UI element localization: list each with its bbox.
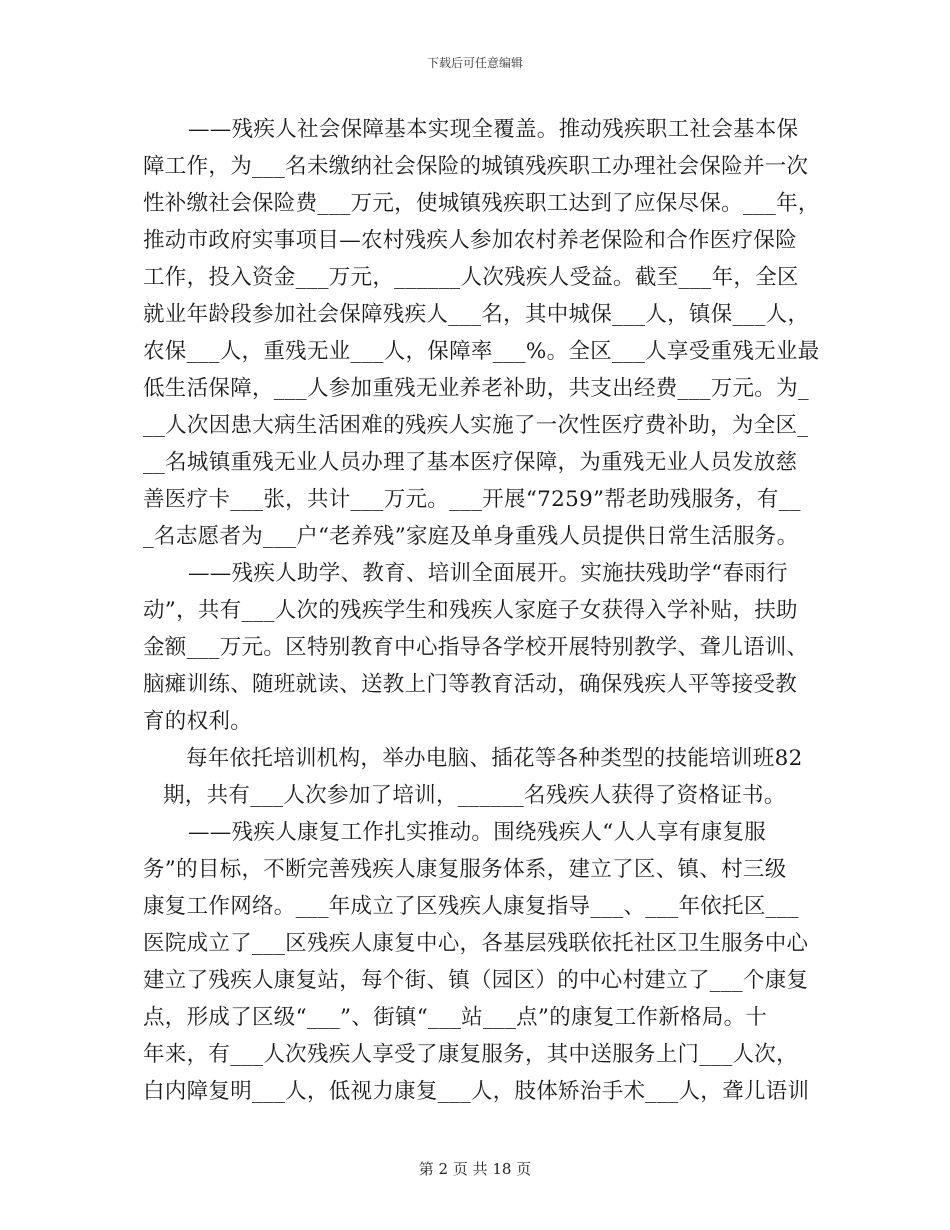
text-line: ——残疾人助学、教育、培训全面展开。实施扶残助学“春雨行 — [188, 561, 788, 586]
text-line: 障工作，为___名未缴纳社会保险的城镇残疾职工办理社会保险并一次 — [143, 154, 809, 179]
page-header: 下载后可任意编辑 — [426, 56, 523, 70]
text-line: 动”，共有___人次的残疾学生和残疾人家庭子女获得入学补贴，扶助 — [143, 598, 798, 623]
text-line: ——残疾人社会保障基本实现全覆盖。推动残疾职工社会基本保 — [188, 117, 799, 142]
text-line: 白内障复明___人，低视力康复___人，肢体矫治手术___人，聋儿语训 — [143, 1079, 810, 1104]
text-line: 金额___万元。区特别教育中心指导各学校开展特别教学、聋儿语训、 — [143, 635, 809, 660]
text-line: 就业年龄段参加社会保障残疾人___名，其中城保___人，镇保___人， — [143, 302, 810, 327]
text-line: 育的权利。 — [143, 709, 253, 734]
text-line: 医院成立了___区残疾人康复中心，各基层残联依托社区卫生服务中心 — [143, 931, 809, 956]
text-line: 工作，投入资金___万元，______人次残疾人受益。截至___年，全区 — [143, 265, 799, 290]
text-line: 年来，有___人次残疾人享受了康复服务，其中送服务上门___人次， — [143, 1042, 798, 1067]
text-line: __人次因患大病生活困难的残疾人实施了一次性医疗费补助，为全区_ — [143, 413, 809, 438]
text-line: 每年依托培训机构，举办电脑、插花等各种类型的技能培训班82 — [186, 746, 803, 771]
text-line: 建立了残疾人康复站，每个街、镇（园区）的中心村建立了___个康复 — [143, 968, 809, 993]
text-line: 性补缴社会保险费___万元，使城镇残疾职工达到了应保尽保。___年， — [143, 191, 820, 216]
text-line: 农保___人，重残无业___人，保障率___%。全区___人享受重残无业最 — [143, 339, 820, 364]
text-line: ——残疾人康复工作扎实推动。围绕残疾人“人人享有康复服 — [188, 820, 767, 845]
page-footer: 第 2 页 共 18 页 — [418, 1160, 532, 1178]
text-line: _名志愿者为___户“老养残”家庭及单身重残人员提供日常生活服务。 — [143, 524, 799, 549]
text-line: 推动市政府实事项目—农村残疾人参加农村养老保险和合作医疗保险 — [143, 228, 798, 253]
text-line: 点，形成了区级“___”、街镇“___站___点”的康复工作新格局。十 — [143, 1005, 768, 1030]
text-line: __名城镇重残无业人员办理了基本医疗保障，为重残无业人员发放慈 — [143, 450, 798, 475]
text-line: 康复工作网络。___年成立了区残疾人康复指导___、___年依托区___ — [143, 894, 799, 919]
text-line: 善医疗卡___张，共计___万元。___开展“7259”帮老助残服务，有__ — [143, 487, 801, 512]
text-line: 低生活保障，___人参加重残无业养老补助，共支出经费___万元。为_ — [143, 376, 809, 401]
text-line: 脑瘫训练、随班就读、送教上门等教育活动，确保残疾人平等接受教 — [143, 672, 798, 697]
text-line: 务”的目标，不断完善残疾人康复服务体系，建立了区、镇、村三级 — [143, 857, 787, 882]
text-line: 期，共有___人次参加了培训，______名残疾人获得了资格证书。 — [163, 783, 786, 808]
